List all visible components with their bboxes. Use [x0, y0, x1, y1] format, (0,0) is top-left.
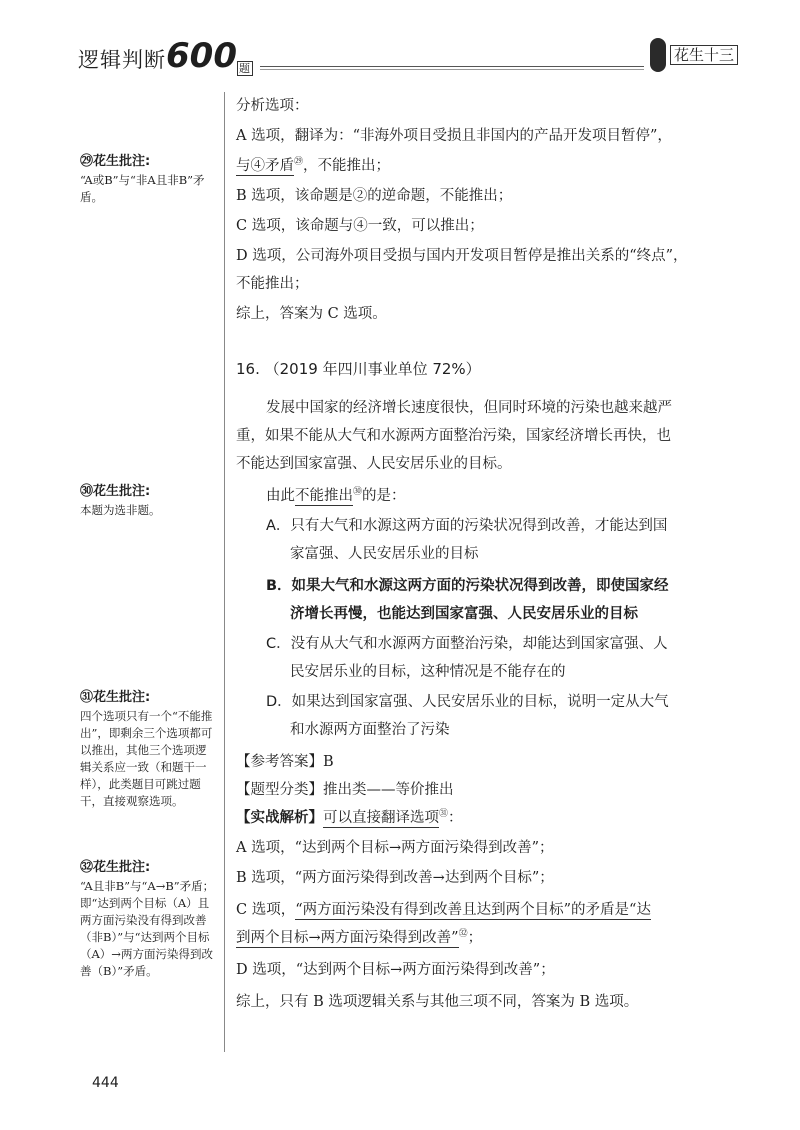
option-a-cont: 家富强、人民安居乐业的目标 [290, 546, 479, 562]
option-a: A．只有大气和水源这两方面的污染状况得到改善，才能达到国 [266, 518, 668, 534]
analysis-line [236, 154, 390, 175]
option-d-cont: 和水源两方面整治了污染 [290, 722, 450, 738]
question-stem: 重，如果不能从大气和水源两方面整治污染，国家经济增长再快，也 [236, 428, 671, 444]
option-b: B．如果大气和水源这两方面的污染状况得到改善，即使国家经 [266, 578, 669, 594]
analysis-line: D 选项，公司海外项目受损与国内开发项目暂停是推出关系的“终点”， [236, 248, 688, 264]
analysis-heading: 分析选项： [236, 98, 309, 114]
explanation-a: A 选项，“达到两个目标→两方面污染得到改善”； [236, 840, 554, 856]
explanation-text: ； [467, 930, 483, 946]
margin-note-29 [80, 152, 216, 206]
ask-text: 由此 [266, 488, 295, 504]
header-rule-thin [260, 69, 644, 70]
underlined-text: 与④矛盾 [236, 158, 294, 174]
header-rule [260, 66, 644, 67]
note-ref: ㉛ [439, 809, 449, 820]
peanut-icon [650, 38, 666, 72]
margin-note-32 [80, 858, 216, 980]
brand-logo [650, 38, 738, 72]
analysis-tag: 【实战解析】 [236, 809, 323, 826]
margin-note-30 [80, 482, 216, 519]
question-stem: 不能达到国家富强、人民安居乐业的目标。 [236, 456, 512, 472]
underlined-text: 到两个目标→两方面污染得到改善” [236, 930, 459, 946]
underlined-text: 不能推出 [295, 488, 353, 504]
note-ref: ㉙ [294, 157, 304, 168]
note-title: ㉛花生批注: [80, 690, 151, 705]
note-body: “A或B”与“非A且非B”矛盾。 [80, 173, 205, 204]
explanation-d: D 选项，“达到两个目标→两方面污染得到改善”； [236, 962, 555, 978]
header-title-suffix: 题 [238, 62, 251, 75]
analysis-line: A 选项，翻译为：“非海外项目受损且非国内的产品开发项目暂停”， [236, 128, 672, 144]
final-conclusion: 综上，只有 B 选项逻辑关系与其他三项不同，答案为 B 选项。 [236, 994, 639, 1010]
reference-answer: 【参考答案】B [236, 754, 334, 770]
note-ref: ㉚ [353, 487, 363, 498]
ask-text: 的是： [362, 488, 406, 504]
note-body: 本题为选非题。 [80, 503, 161, 517]
brand-text: 花生十三 [670, 45, 738, 65]
note-body: 四个选项只有一个“不能推出”，即剩余三个选项都可以推出，其他三个选项逻辑关系应一致（和题干一样），此类题目可跳过题干，直接观察选项。 [80, 709, 213, 808]
header-title [78, 36, 253, 76]
note-title: ㉜花生批注: [80, 860, 151, 875]
option-c: C．没有从大气和水源两方面整治污染，却能达到国家富强、人 [266, 636, 668, 652]
option-c-cont: 民安居乐业的目标，这种情况是不能存在的 [290, 664, 566, 680]
analysis-line: B 选项，该命题是②的逆命题，不能推出； [236, 188, 513, 204]
question-type: 【题型分类】推出类——等价推出 [236, 782, 454, 798]
analysis-text: ，不能推出； [303, 158, 391, 174]
option-d: D．如果达到国家富强、人民安居乐业的目标，说明一定从大气 [266, 694, 669, 710]
option-b-cont: 济增长再慢，也能达到国家富强、人民安居乐业的目标 [290, 606, 638, 622]
explanation-text: C 选项， [236, 902, 296, 918]
explanation-b: B 选项，“两方面污染得到改善→达到两个目标”； [236, 870, 554, 886]
note-title: ㉚花生批注: [80, 484, 151, 499]
question-stem: 发展中国家的经济增长速度很快，但同时环境的污染也越来越严 [266, 400, 672, 416]
margin-rule [224, 92, 225, 1052]
analysis-label [236, 806, 463, 827]
margin-note-31 [80, 688, 216, 810]
underlined-text: 可以直接翻译选项 [323, 810, 439, 826]
note-ref: ㉜ [458, 929, 468, 940]
explanation-c [236, 898, 651, 919]
page-number: 444 [92, 1075, 119, 1091]
analysis-line: 不能推出； [236, 276, 309, 292]
analysis-text: ： [448, 810, 463, 826]
note-title: ㉙花生批注: [80, 154, 151, 169]
analysis-line: C 选项，该命题与④一致，可以推出； [236, 218, 484, 234]
header-title-number: 600 [166, 36, 237, 76]
note-body: “A且非B”与“A→B”矛盾；即“达到两个目标（A）且两方面污染没有得到改善（非B）”与“达到两个目标（A）→两方面污染得到改善（B）”矛盾。 [80, 879, 215, 978]
question-header: 16. （2019 年四川事业单位 72%） [236, 360, 481, 378]
underlined-text: “两方面污染没有得到改善且达到两个目标”的矛盾是“达 [295, 902, 651, 918]
question-ask [266, 484, 406, 505]
analysis-conclusion: 综上，答案为 C 选项。 [236, 306, 387, 322]
explanation-c-cont [236, 926, 482, 947]
header-title-text: 逻辑判断 [78, 48, 166, 72]
